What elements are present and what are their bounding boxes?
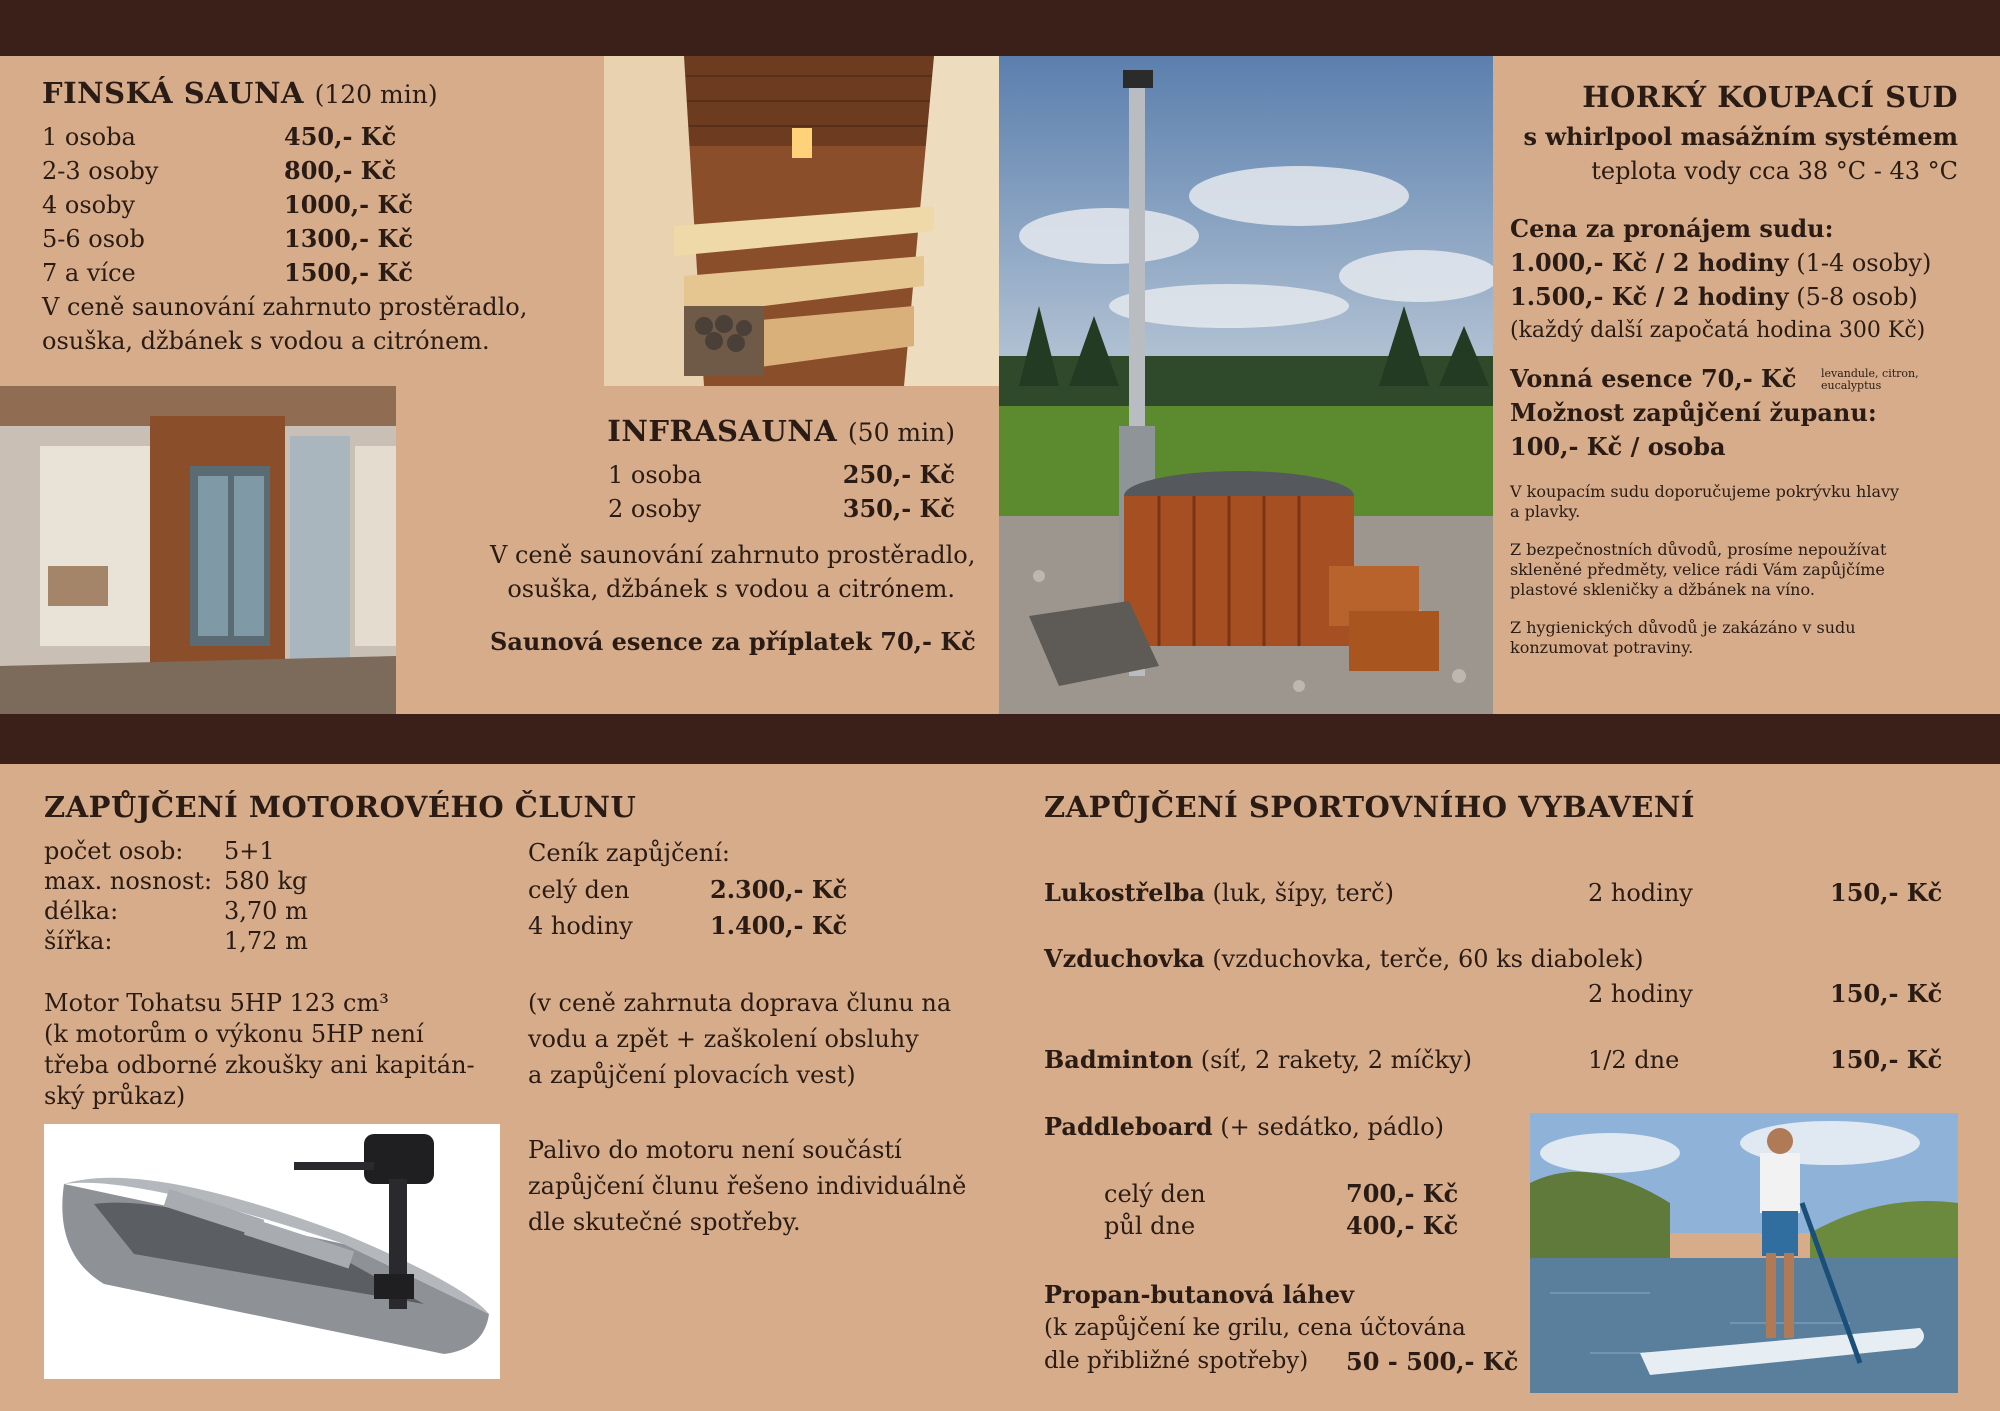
sud-price-1-amount: 1.000,- Kč / 2 hodiny (1510, 248, 1789, 277)
finska-title (42, 76, 527, 110)
infra-essence: Saunová esence za příplatek 70,- Kč (490, 627, 976, 656)
sport-gas-name: Propan-butanová láhev (1044, 1280, 1354, 1309)
sud-essence-scents (1821, 368, 1919, 392)
sport-badminton-name: Badminton (1044, 1045, 1194, 1074)
infra-label: 2 osoby (608, 495, 702, 523)
sport-paddleboard-name: Paddleboard (1044, 1112, 1213, 1141)
finska-price-table (42, 120, 413, 290)
boat-spec-label: délka: (44, 897, 119, 925)
boat-incl-3: a zapůjčení plovacích vest) (528, 1061, 856, 1089)
motor-boat-photo (44, 1124, 500, 1379)
table-row (608, 492, 955, 526)
sud-essence-note-2: eucalyptus (1821, 379, 1882, 392)
sud-price-1-persons: (1-4 osoby) (1788, 249, 1932, 277)
boat-price-value: 2.300,- Kč (710, 875, 848, 904)
sud-essence-note-1: levandule, citron, (1821, 367, 1919, 380)
sport-badminton-desc: (síť, 2 rakety, 2 míčky) (1193, 1046, 1472, 1074)
table-row (44, 836, 308, 866)
infra-title-text: INFRASAUNA (607, 414, 838, 448)
sport-gas-block (1044, 1278, 1519, 1378)
table-row (1104, 1210, 1458, 1242)
finska-price: 1500,- Kč (284, 258, 413, 287)
sud-info-1-line-2: a plavky. (1510, 502, 1581, 521)
finska-price: 450,- Kč (284, 122, 397, 151)
boat-spec-label: šířka: (44, 927, 113, 955)
sud-price-2-amount: 1.500,- Kč / 2 hodiny (1510, 282, 1789, 311)
sport-airgun-time: 2 hodiny (1588, 980, 1693, 1008)
middle-band (0, 714, 2000, 764)
sud-info-3 (1510, 618, 1958, 658)
boat-price-heading: Ceník zapůjčení: (528, 839, 730, 867)
boat-spec-label: max. nosnost: (44, 867, 213, 895)
infra-label: 1 osoba (608, 461, 702, 489)
finska-title-text: FINSKÁ SAUNA (42, 76, 304, 110)
boat-spec-value: 580 kg (224, 867, 308, 895)
sport-archery-desc: (luk, šípy, terč) (1204, 879, 1394, 907)
boat-fuel-note (528, 1132, 966, 1240)
sport-archery-time: 2 hodiny (1588, 879, 1693, 907)
infra-title (490, 414, 955, 448)
sud-price-heading: Cena za pronájem sudu: (1510, 214, 1834, 243)
table-row (42, 256, 413, 290)
sport-badminton-time: 1/2 dne (1588, 1046, 1680, 1074)
sud-price-extra: (každý další započatá hodina 300 Kč) (1510, 318, 1926, 343)
boat-price-label: celý den (528, 876, 630, 904)
sport-archery-row (1044, 876, 1944, 910)
boat-fuel-2: zapůjčení člunu řešeno individuálně (528, 1172, 967, 1200)
table-row (42, 188, 413, 222)
sud-info-2-line-1: Z bezpečnostních důvodů, prosíme nepoužívat (1510, 540, 1887, 559)
boat-motor-note-2: třeba odborné zkoušky ani kapitán- (44, 1051, 475, 1079)
paddleboard-photo (1530, 1113, 1958, 1393)
table-row (528, 908, 847, 944)
sport-section (1044, 790, 1695, 824)
boat-price-label: 4 hodiny (528, 912, 633, 940)
table-row (528, 872, 847, 908)
sud-essence: Vonná esence 70,- Kč (1510, 364, 1797, 393)
finska-label: 5-6 osob (42, 225, 145, 253)
sport-gas-note-2-row (1044, 1345, 1519, 1378)
boat-fuel-1: Palivo do motoru není součástí (528, 1136, 902, 1164)
top-band (0, 0, 2000, 56)
sud-info-2 (1510, 540, 1958, 600)
sud-info-1-line-1: V koupacím sudu doporučujeme pokrývku hlavy (1510, 482, 1900, 501)
sud-price-1 (1510, 246, 1958, 280)
sport-airgun-row (1044, 942, 1944, 976)
finska-sauna-section (42, 76, 527, 358)
sport-badminton-row (1044, 1043, 1944, 1077)
sport-airgun-desc: (vzduchovka, terče, 60 ks diabolek) (1204, 945, 1644, 973)
sud-info-2-line-3: plastové skleničky a džbánek na víno. (1510, 580, 1815, 599)
sud-info-2-line-2: skleněné předměty, velice rádi Vám zapůjčíme (1510, 560, 1885, 579)
sport-gas-note-1: (k zapůjčení ke grilu, cena účtována (1044, 1315, 1466, 1341)
infra-price: 250,- Kč (842, 460, 955, 489)
boat-specs-table (44, 836, 308, 956)
sud-temperature: teplota vody cca 38 °C - 43 °C (1591, 157, 1958, 185)
finska-label: 1 osoba (42, 123, 136, 151)
boat-motor-block (44, 988, 475, 1112)
paddleboard-price: 700,- Kč (1346, 1179, 1459, 1208)
finska-label: 7 a více (42, 259, 136, 287)
sud-info-3-line-1: Z hygienických důvodů je zakázáno v sudu (1510, 618, 1856, 637)
infra-duration: (50 min) (847, 418, 955, 447)
sud-info-1 (1510, 482, 1958, 522)
boat-spec-value: 5+1 (224, 837, 275, 865)
sport-airgun-name: Vzduchovka (1044, 944, 1205, 973)
sport-title: ZAPŮJČENÍ SPORTOVNÍHO VYBAVENÍ (1044, 790, 1695, 824)
sport-paddleboard-table (1104, 1178, 1458, 1242)
infra-price-table (608, 458, 955, 526)
sud-subtitle: s whirlpool masážním systémem (1523, 122, 1958, 151)
infra-note-2: osuška, džbánek s vodou a citrónem. (507, 575, 955, 603)
sport-airgun-price: 150,- Kč (1830, 979, 1943, 1008)
sport-paddleboard-desc: (+ sedátko, pádlo) (1212, 1113, 1445, 1141)
boat-spec-label: počet osob: (44, 837, 184, 865)
finska-label: 4 osoby (42, 191, 136, 219)
boat-motor-note-1: (k motorům o výkonu 5HP není (44, 1020, 424, 1048)
infra-price: 350,- Kč (842, 494, 955, 523)
infrasauna-section (490, 414, 976, 659)
boat-section (44, 790, 636, 824)
finska-note-1: V ceně saunování zahrnuto prostěradlo, (42, 293, 528, 321)
boat-motor: Motor Tohatsu 5HP 123 cm³ (44, 989, 389, 1017)
finska-price: 800,- Kč (284, 156, 397, 185)
boat-motor-note-3: ský průkaz) (44, 1082, 186, 1110)
finska-duration: (120 min) (314, 80, 438, 109)
hot-tub-photo (999, 56, 1493, 714)
boat-incl-1: (v ceně zahrnuta doprava člunu na (528, 989, 952, 1017)
boat-title: ZAPŮJČENÍ MOTOROVÉHO ČLUNU (44, 790, 637, 824)
boat-price-table (528, 872, 847, 944)
sport-archery-price: 150,- Kč (1830, 878, 1943, 907)
sud-info-3-line-2: konzumovat potraviny. (1510, 638, 1694, 657)
boat-spec-value: 1,72 m (224, 927, 308, 955)
boat-price-value: 1.400,- Kč (710, 911, 848, 940)
table-row (1104, 1178, 1458, 1210)
table-row (608, 458, 955, 492)
sud-price-2 (1510, 280, 1958, 314)
table-row (42, 154, 413, 188)
sport-gas-note-2: dle přibližné spotřeby) (1044, 1348, 1309, 1374)
table-row (44, 896, 308, 926)
sauna-interior-photo (604, 56, 999, 386)
boat-spec-value: 3,70 m (224, 897, 308, 925)
sport-badminton-price: 150,- Kč (1830, 1045, 1943, 1074)
boat-incl-2: vodu a zpět + zaškolení obsluhy (528, 1025, 919, 1053)
infra-note-1: V ceně saunování zahrnuto prostěradlo, (490, 541, 976, 569)
finska-label: 2-3 osoby (42, 157, 159, 185)
sport-gas-price: 50 - 500,- Kč (1346, 1347, 1519, 1376)
boat-included-note (528, 985, 951, 1093)
sud-robe-line-2: 100,- Kč / osoba (1510, 432, 1726, 461)
boat-fuel-3: dle skutečné spotřeby. (528, 1208, 801, 1236)
boat-pricing-block (528, 836, 847, 944)
sud-title: HORKÝ KOUPACÍ SUD (1582, 80, 1958, 114)
table-row (44, 866, 308, 896)
hot-tub-section (1510, 80, 1958, 658)
paddleboard-label: půl dne (1104, 1212, 1196, 1240)
sport-paddleboard-row (1044, 1110, 1444, 1144)
finska-price: 1300,- Kč (284, 224, 413, 253)
sport-archery-name: Lukostřelba (1044, 878, 1205, 907)
finska-price: 1000,- Kč (284, 190, 413, 219)
table-row (44, 926, 308, 956)
sud-price-2-persons: (5-8 osob) (1788, 283, 1918, 311)
infrasauna-room-photo (0, 386, 396, 714)
paddleboard-price: 400,- Kč (1346, 1211, 1459, 1240)
finska-note-2: osuška, džbánek s vodou a citrónem. (42, 327, 490, 355)
sud-robe-line-1: Možnost zapůjčení županu: (1510, 398, 1877, 427)
table-row (42, 222, 413, 256)
table-row (42, 120, 413, 154)
paddleboard-label: celý den (1104, 1180, 1206, 1208)
